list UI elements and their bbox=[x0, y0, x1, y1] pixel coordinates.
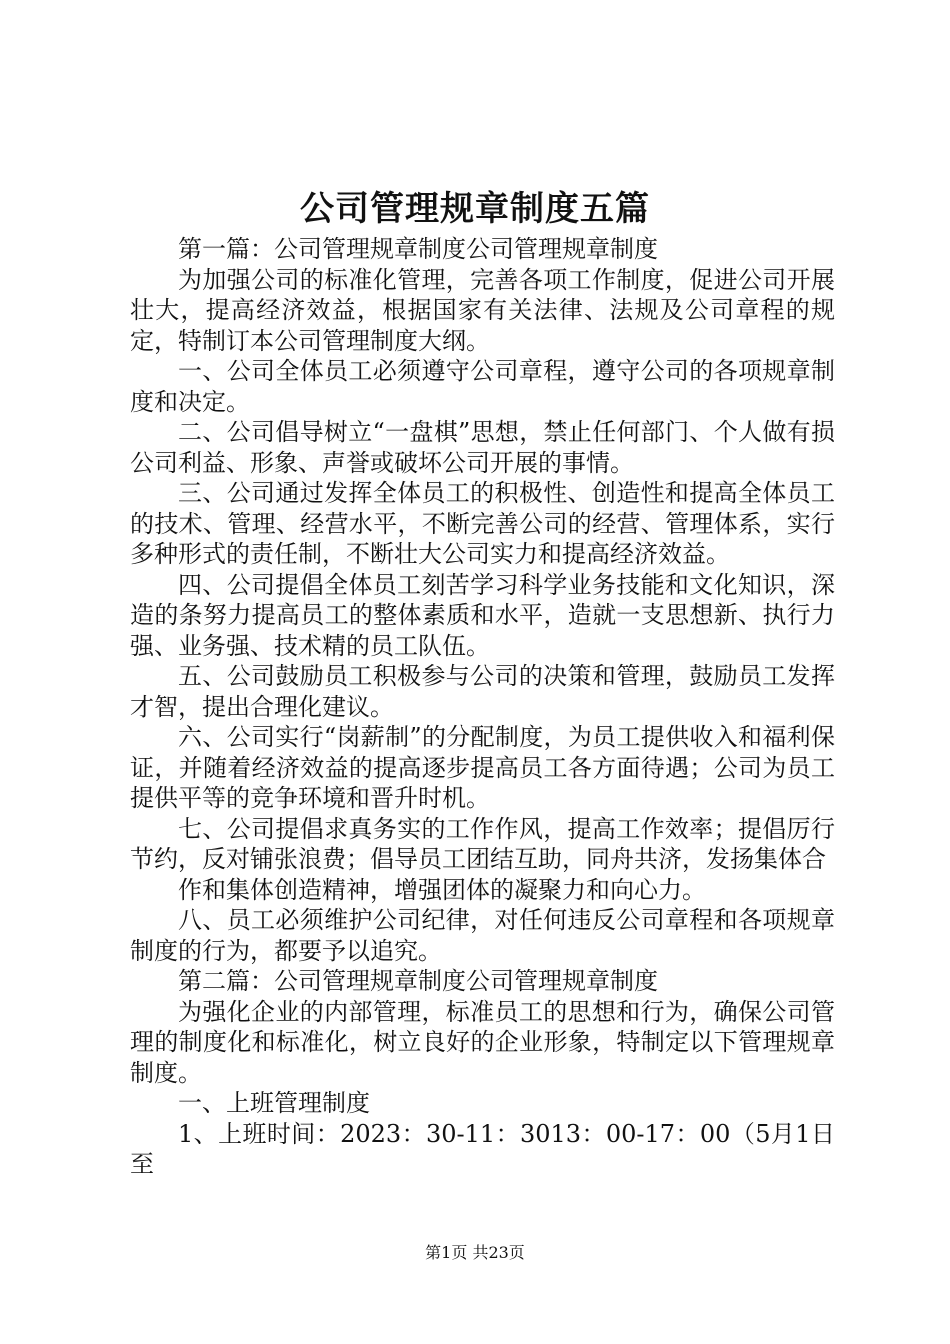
paragraph-item-7: 七、公司提倡求真务实的工作作风，提高工作效率；提倡厉行节约，反对铺张浪费；倡导员工团结互助，同舟共济，发扬集体合 bbox=[130, 814, 835, 873]
paragraph-section-heading-1: 第一篇：公司管理规章制度公司管理规章制度 bbox=[178, 235, 658, 263]
paragraph-item-3: 三、公司通过发挥全体员工的积极性、创造性和提高全体员工的技术、管理、经营水平，不断完善公司的经营、管理体系，实行多种形式的责任制，不断壮大公司实力和提高经济效益。 bbox=[130, 479, 835, 568]
paragraph-item-7-continued: 作和集体创造精神，增强团体的凝聚力和向心力。 bbox=[178, 875, 706, 904]
paragraph-item-6: 六、公司实行“岗薪制”的分配制度，为员工提供收入和福利保证，并随着经济效益的提高逐步提高员工各方面待遇；公司为员工提供平等的竞争环境和晋升时机。 bbox=[130, 723, 835, 812]
page-number-footer: 第1页 共23页 bbox=[425, 1243, 525, 1262]
paragraph-work-hours: 1、上班时间：2023：30-11：3013：00-17：00（5月1日至 bbox=[130, 1119, 835, 1178]
paragraph-item-5: 五、公司鼓励员工积极参与公司的决策和管理，鼓励员工发挥才智，提出合理化建议。 bbox=[130, 662, 835, 721]
paragraph-intro-2: 为强化企业的内部管理，标准员工的思想和行为，确保公司管理的制度化和标准化，树立良好的企业形象，特制定以下管理规章制度。 bbox=[130, 997, 835, 1087]
paragraph-item-2: 二、公司倡导树立“一盘棋”思想，禁止任何部门、个人做有损公司利益、形象、声誉或破坏公司开展的事情。 bbox=[130, 418, 835, 477]
paragraph-item-1: 一、公司全体员工必须遵守公司章程，遵守公司的各项规章制度和决定。 bbox=[130, 357, 835, 416]
paragraph-subheading: 一、上班管理制度 bbox=[178, 1089, 370, 1117]
document-body bbox=[130, 234, 835, 1180]
paragraph-intro: 为加强公司的标准化管理，完善各项工作制度，促进公司开展壮大，提高经济效益，根据国家有关法律、法规及公司章程的规定，特制订本公司管理制度大纲。 bbox=[130, 265, 835, 355]
document-title: 公司管理规章制度五篇 bbox=[300, 189, 650, 229]
paragraph-item-4: 四、公司提倡全体员工刻苦学习科学业务技能和文化知识，深造的条努力提高员工的整体素质和水平，造就一支思想新、执行力强、业务强、技术精的员工队伍。 bbox=[130, 570, 835, 660]
paragraph-section-heading-2: 第二篇：公司管理规章制度公司管理规章制度 bbox=[178, 967, 658, 995]
paragraph-item-8: 八、员工必须维护公司纪律，对任何违反公司章程和各项规章制度的行为，都要予以追究。 bbox=[130, 906, 835, 965]
